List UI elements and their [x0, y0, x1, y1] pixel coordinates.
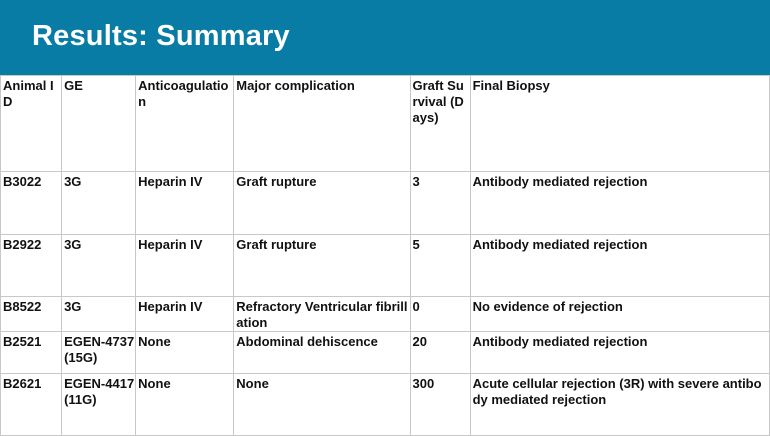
cell-major-complication: Graft rupture: [234, 172, 410, 235]
cell-animal-id: B3022: [1, 172, 62, 235]
cell-anticoagulation: Heparin IV: [136, 235, 234, 297]
cell-graft-survival: 5: [410, 235, 470, 297]
cell-anticoagulation: None: [136, 332, 234, 374]
cell-anticoagulation: Heparin IV: [136, 297, 234, 332]
table-row: [1, 374, 770, 436]
results-table: [0, 75, 770, 436]
cell-graft-survival: 300: [410, 374, 470, 436]
column-header-major-complication: Major complication: [234, 76, 410, 172]
column-header-final-biopsy: Final Biopsy: [470, 76, 769, 172]
cell-ge: 3G: [62, 297, 136, 332]
cell-animal-id: B2521: [1, 332, 62, 374]
cell-ge: EGEN-4737 (15G): [62, 332, 136, 374]
cell-anticoagulation: None: [136, 374, 234, 436]
cell-animal-id: B2922: [1, 235, 62, 297]
cell-ge: 3G: [62, 235, 136, 297]
title-banner: [0, 0, 770, 75]
table-header-row: [1, 76, 770, 172]
cell-animal-id: B2621: [1, 374, 62, 436]
cell-major-complication: Graft rupture: [234, 235, 410, 297]
cell-graft-survival: 20: [410, 332, 470, 374]
cell-graft-survival: 0: [410, 297, 470, 332]
table-row: [1, 172, 770, 235]
cell-major-complication: None: [234, 374, 410, 436]
cell-final-biopsy: Antibody mediated rejection: [470, 235, 769, 297]
cell-animal-id: B8522: [1, 297, 62, 332]
cell-major-complication: Abdominal dehiscence: [234, 332, 410, 374]
cell-major-complication: Refractory Ventricular fibrillation: [234, 297, 410, 332]
table-row: [1, 332, 770, 374]
cell-ge: 3G: [62, 172, 136, 235]
table-row: [1, 235, 770, 297]
table-row: [1, 297, 770, 332]
column-header-ge: GE: [62, 76, 136, 172]
page-title: Results: Summary: [32, 20, 290, 52]
cell-anticoagulation: Heparin IV: [136, 172, 234, 235]
cell-ge: EGEN-4417 (11G): [62, 374, 136, 436]
cell-graft-survival: 3: [410, 172, 470, 235]
column-header-animal-id: Animal ID: [1, 76, 62, 172]
cell-final-biopsy: Acute cellular rejection (3R) with severe antibody mediated rejection: [470, 374, 769, 436]
column-header-anticoagulation: Anticoagulation: [136, 76, 234, 172]
column-header-graft-survival: Graft Survival (Days): [410, 76, 470, 172]
cell-final-biopsy: Antibody mediated rejection: [470, 172, 769, 235]
cell-final-biopsy: No evidence of rejection: [470, 297, 769, 332]
cell-final-biopsy: Antibody mediated rejection: [470, 332, 769, 374]
